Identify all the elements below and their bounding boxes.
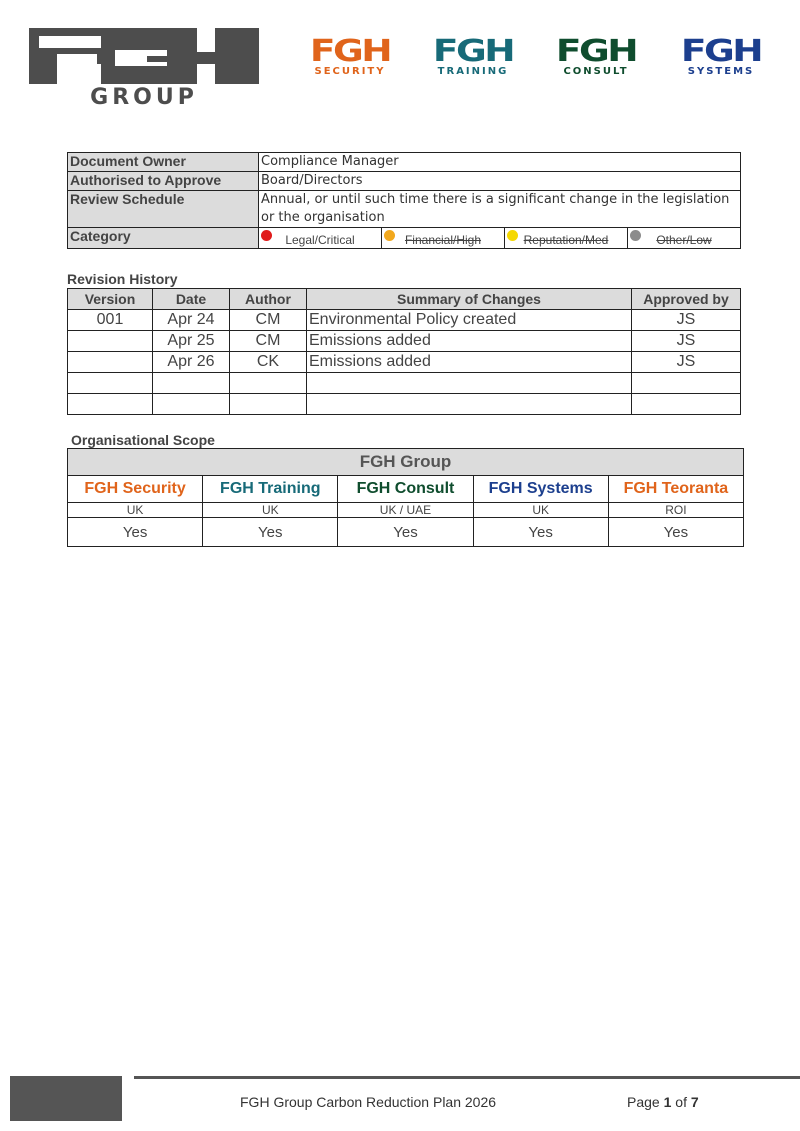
company-in-scope: Yes bbox=[338, 518, 473, 547]
table-row bbox=[68, 310, 741, 331]
fgh-systems-logo bbox=[671, 34, 771, 77]
company-country: UK / UAE bbox=[338, 503, 473, 518]
page-total: 7 bbox=[690, 1094, 699, 1110]
page-current: 1 bbox=[663, 1094, 672, 1110]
table-cell: Environmental Policy created bbox=[307, 310, 632, 331]
company-country: UK bbox=[473, 503, 608, 518]
footer-title: FGH Group Carbon Reduction Plan 2026 bbox=[240, 1094, 497, 1110]
table-cell bbox=[307, 394, 632, 415]
fgh-security-logo bbox=[300, 34, 400, 77]
table-row bbox=[68, 331, 741, 352]
column-header: Author bbox=[230, 289, 307, 310]
revision-history-table bbox=[67, 288, 741, 415]
company-country: UK bbox=[203, 503, 338, 518]
category-legal bbox=[259, 228, 382, 249]
owner-value: Compliance Manager bbox=[259, 153, 741, 172]
brand-logo-text: FGH bbox=[432, 34, 514, 69]
company-name: FGH Training bbox=[203, 476, 338, 503]
table-cell: Apr 25 bbox=[153, 331, 230, 352]
page-of: of bbox=[675, 1094, 687, 1110]
company-name: FGH Systems bbox=[473, 476, 608, 503]
owner-label: Document Owner bbox=[68, 153, 259, 172]
brand-logo-sub: CONSULT bbox=[563, 66, 629, 77]
approve-value: Board/Directors bbox=[259, 172, 741, 191]
table-cell bbox=[68, 352, 153, 373]
organisational-scope-title: Organisational Scope bbox=[71, 432, 215, 448]
approve-row bbox=[68, 172, 741, 191]
table-cell: Emissions added bbox=[307, 352, 632, 373]
company-name: FGH Security bbox=[68, 476, 203, 503]
table-cell bbox=[230, 373, 307, 394]
revision-header-row bbox=[68, 289, 741, 310]
brand-logo-sub: TRAINING bbox=[437, 66, 509, 77]
company-country: UK bbox=[68, 503, 203, 518]
scope-country-row bbox=[68, 503, 744, 518]
category-other bbox=[628, 228, 741, 249]
table-cell: Apr 26 bbox=[153, 352, 230, 373]
scope-company-row bbox=[68, 476, 744, 503]
table-cell bbox=[68, 373, 153, 394]
column-header: Version bbox=[68, 289, 153, 310]
category-row bbox=[68, 228, 741, 249]
table-cell bbox=[68, 394, 153, 415]
table-cell bbox=[153, 373, 230, 394]
table-cell bbox=[153, 394, 230, 415]
footer-block bbox=[10, 1076, 122, 1121]
column-header: Date bbox=[153, 289, 230, 310]
owner-row bbox=[68, 153, 741, 172]
company-country: ROI bbox=[608, 503, 743, 518]
table-cell bbox=[68, 331, 153, 352]
review-label: Review Schedule bbox=[68, 191, 259, 228]
table-cell bbox=[632, 394, 741, 415]
review-row bbox=[68, 191, 741, 228]
organisational-scope-table bbox=[67, 448, 744, 547]
brand-logo-text: FGH bbox=[680, 34, 762, 69]
table-cell: 001 bbox=[68, 310, 153, 331]
page-prefix: Page bbox=[627, 1094, 660, 1110]
footer-divider bbox=[134, 1076, 800, 1079]
table-cell: CM bbox=[230, 310, 307, 331]
review-value: Annual, or until such time there is a significant change in the legislation or the organisation bbox=[259, 191, 741, 228]
fgh-consult-logo bbox=[546, 34, 646, 77]
svg-text:GROUP: GROUP bbox=[90, 85, 198, 106]
brand-logo-sub: SECURITY bbox=[314, 66, 386, 77]
scope-group-row bbox=[68, 449, 744, 476]
fgh-group-logo bbox=[29, 28, 259, 106]
category-other-label: Other/Low bbox=[656, 233, 712, 247]
company-name: FGH Consult bbox=[338, 476, 473, 503]
table-cell bbox=[230, 394, 307, 415]
table-cell: Apr 24 bbox=[153, 310, 230, 331]
table-cell: JS bbox=[632, 310, 741, 331]
table-row bbox=[68, 373, 741, 394]
table-cell bbox=[632, 373, 741, 394]
brand-logo-text: FGH bbox=[309, 34, 391, 69]
brand-logo-sub: SYSTEMS bbox=[687, 66, 755, 77]
revision-history-title: Revision History bbox=[67, 271, 178, 287]
table-cell: CM bbox=[230, 331, 307, 352]
table-cell: Emissions added bbox=[307, 331, 632, 352]
category-legal-label: Legal/Critical bbox=[285, 233, 355, 247]
brand-logo-text: FGH bbox=[555, 34, 637, 69]
category-financial-label: Financial/High bbox=[404, 233, 482, 247]
table-row bbox=[68, 352, 741, 373]
table-cell: CK bbox=[230, 352, 307, 373]
table-cell: JS bbox=[632, 352, 741, 373]
table-cell: JS bbox=[632, 331, 741, 352]
company-in-scope: Yes bbox=[473, 518, 608, 547]
column-header: Approved by bbox=[632, 289, 741, 310]
category-label: Category bbox=[68, 228, 259, 249]
category-reputation-label: Reputation/Med bbox=[523, 233, 609, 247]
page-number bbox=[627, 1094, 699, 1110]
scope-group-name: FGH Group bbox=[68, 449, 744, 476]
document-info-table bbox=[67, 152, 741, 249]
column-header: Summary of Changes bbox=[307, 289, 632, 310]
company-in-scope: Yes bbox=[608, 518, 743, 547]
scope-inscope-row bbox=[68, 518, 744, 547]
category-financial bbox=[382, 228, 505, 249]
company-in-scope: Yes bbox=[68, 518, 203, 547]
table-cell bbox=[307, 373, 632, 394]
approve-label: Authorised to Approve bbox=[68, 172, 259, 191]
table-row bbox=[68, 394, 741, 415]
fgh-training-logo bbox=[423, 34, 523, 77]
category-reputation bbox=[505, 228, 628, 249]
company-name: FGH Teoranta bbox=[608, 476, 743, 503]
company-in-scope: Yes bbox=[203, 518, 338, 547]
